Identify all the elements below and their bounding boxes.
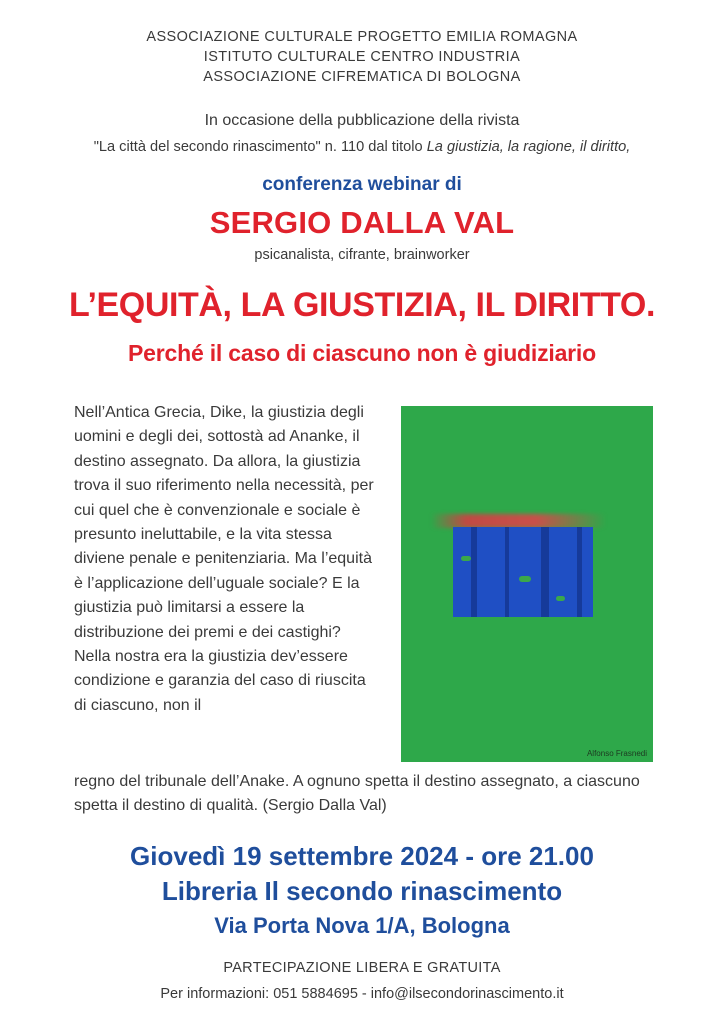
event-venue: Libreria Il secondo rinascimento bbox=[161, 876, 563, 906]
contact-info: Per informazioni: 051 5884695 - info@ilsecondorinascimento.it bbox=[160, 986, 564, 1002]
publication-title: La giustizia, la ragione, il diritto, bbox=[426, 139, 631, 155]
conference-label: conferenza webinar di bbox=[262, 174, 462, 195]
intro-prefix: "La città del secondo rinascimento" n. 110 dal titolo bbox=[93, 139, 427, 155]
organizer-line: ASSOCIAZIONE CULTURALE PROGETTO EMILIA ROMAGNA bbox=[146, 29, 578, 45]
page-title: L’EQUITÀ, LA GIUSTIZIA, IL DIRITTO. bbox=[68, 286, 656, 324]
artwork-red-band bbox=[431, 514, 606, 528]
event-address: Via Porta Nova 1/A, Bologna bbox=[214, 913, 510, 938]
artwork-caption: Alfonso Frasnedi bbox=[586, 749, 647, 758]
artwork-stripe bbox=[505, 527, 509, 617]
artwork-stripe bbox=[577, 527, 582, 617]
page-subtitle: Perché il caso di ciascuno non è giudiziario bbox=[128, 340, 596, 366]
artwork-stripe bbox=[541, 527, 549, 617]
speaker-name: SERGIO DALLA VAL bbox=[209, 205, 515, 240]
organizer-line: ISTITUTO CULTURALE CENTRO INDUSTRIA bbox=[203, 49, 521, 65]
speaker-roles: psicanalista, cifrante, brainworker bbox=[254, 247, 470, 263]
organizer-line: ASSOCIAZIONE CIFREMATICA DI BOLOGNA bbox=[203, 69, 521, 85]
body-text: Nell’Antica Grecia, Dike, la giustizia degli uomini e degli dei, sottostà ad Ananke, il destino assegnato. Da allora, la giustizia trova il suo riferimento nella necessità, per cui quel che è convenzionale e sociale è presunto ineluttabile, e la vita stessa diviene penale e penitenziaria. Ma l’equità è l’applicazione dell’uguale sociale? E la giustizia può limitarsi a essere la distribuzione dei premi e dei castighi? Nella nostra era la giustizia dev’essere condizione e garanzia del caso di riuscita di ciascuno, non il bbox=[74, 404, 374, 714]
participation-note: PARTECIPAZIONE LIBERA E GRATUITA bbox=[223, 960, 501, 976]
intro-block bbox=[0, 110, 724, 158]
artwork-stripe bbox=[471, 527, 477, 617]
artwork-mark bbox=[519, 576, 531, 582]
event-date-time: Giovedì 19 settembre 2024 - ore 21.00 bbox=[130, 841, 594, 871]
artwork-mark bbox=[461, 556, 471, 561]
organizers-block bbox=[0, 27, 724, 87]
body-text-continued: regno del tribunale dell’Anake. A ognuno spetta il destino assegnato, a ciascuno spetta il destino di qualità. (Sergio Dalla Val) bbox=[74, 773, 640, 815]
intro-line-publication bbox=[0, 136, 724, 158]
intro-line: In occasione della pubblicazione della rivista bbox=[204, 112, 520, 129]
artwork-mark bbox=[556, 596, 565, 601]
artwork-image bbox=[401, 406, 653, 762]
